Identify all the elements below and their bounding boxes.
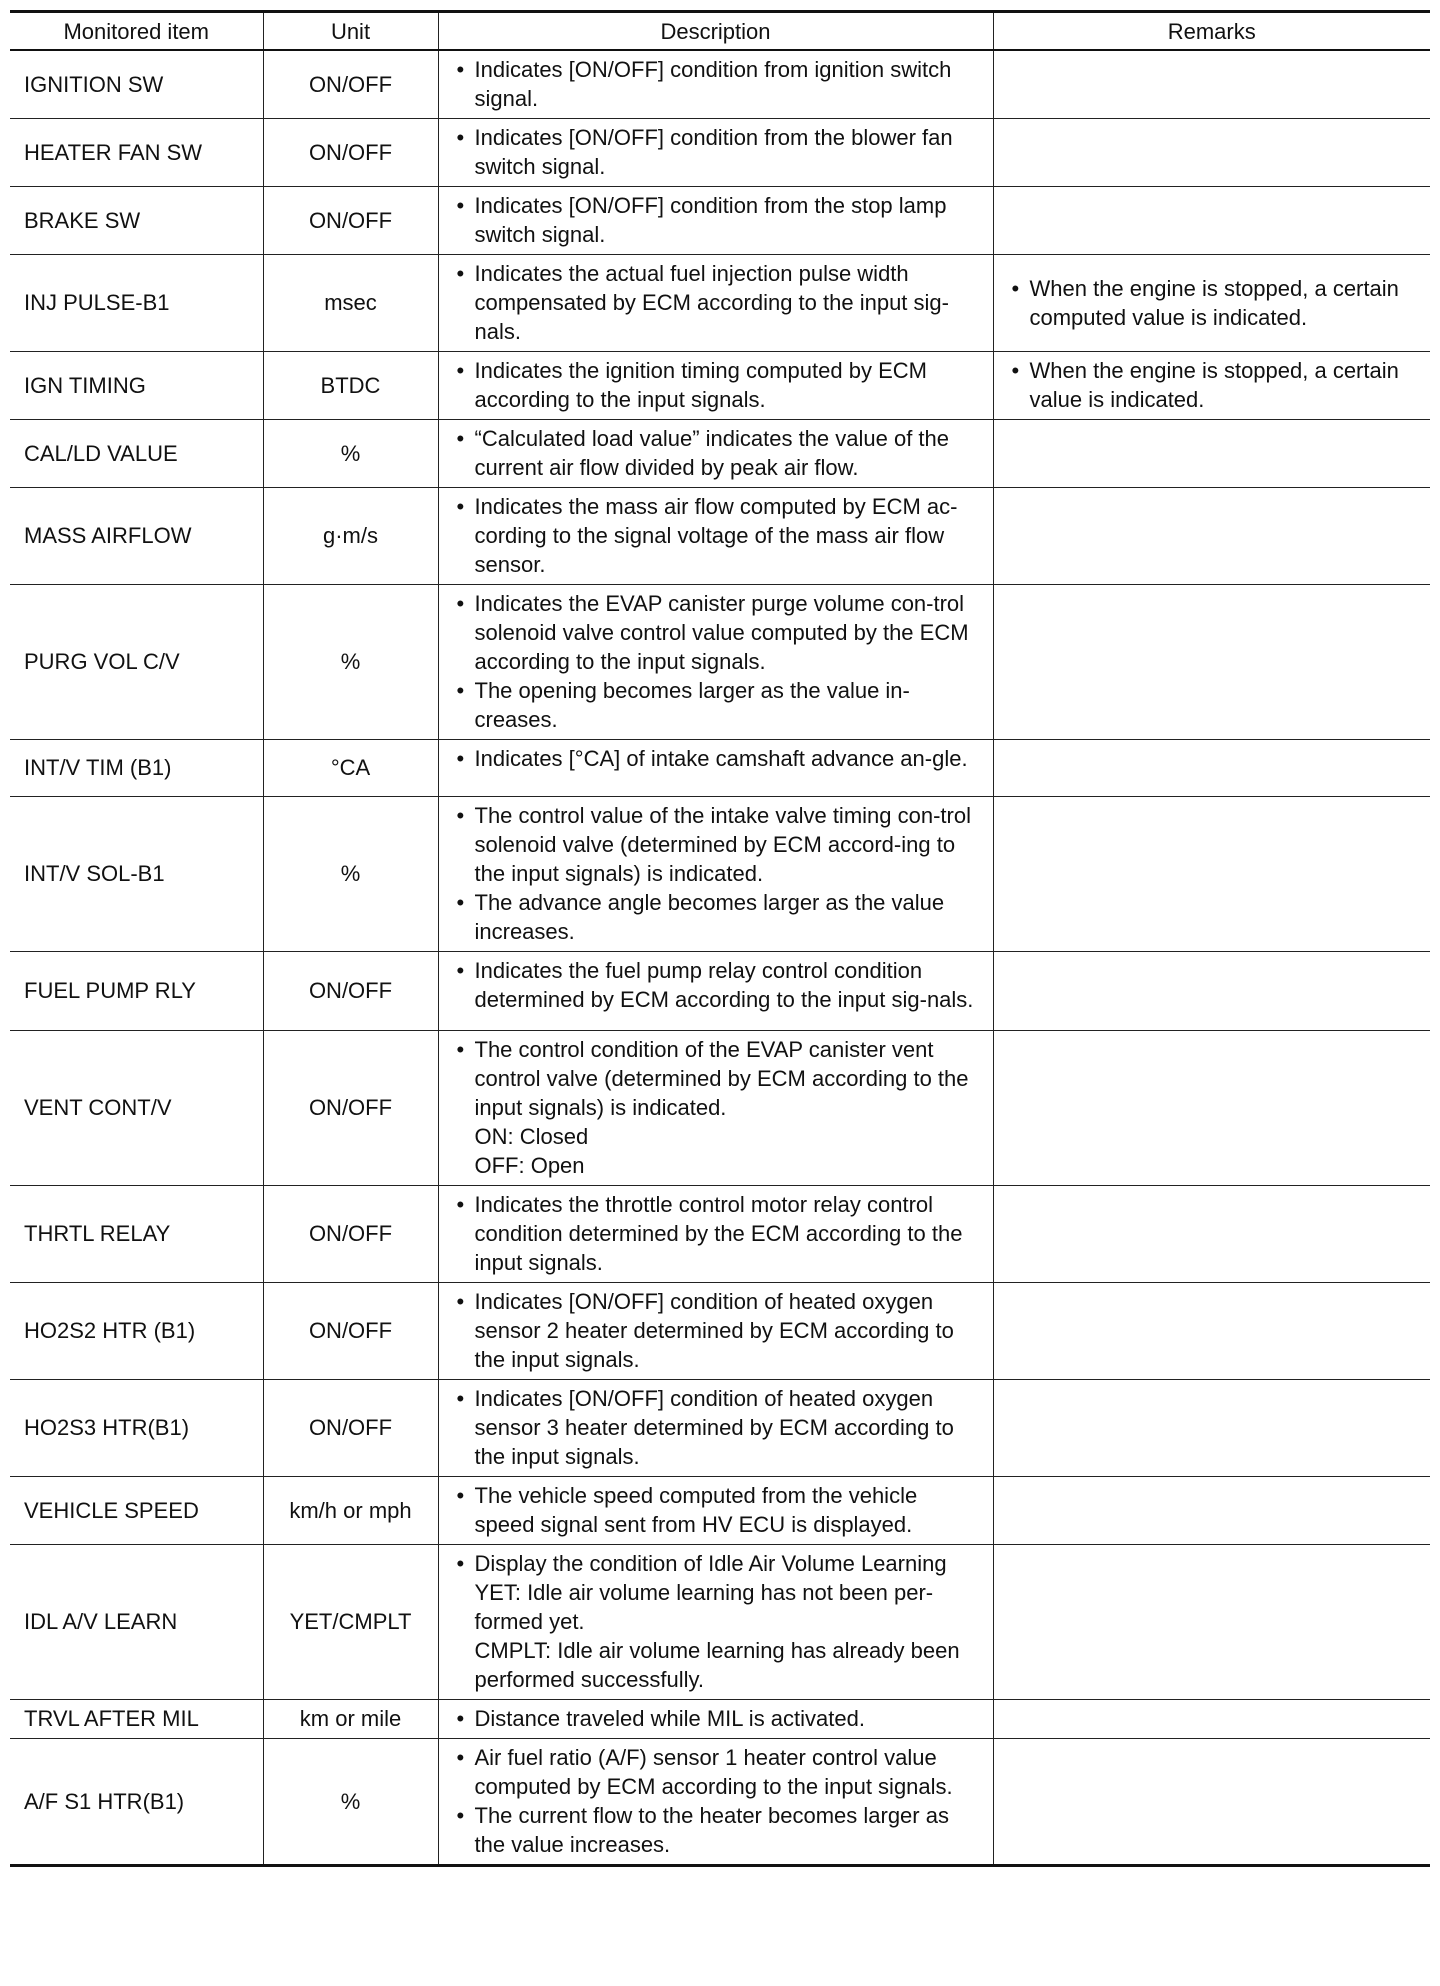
description-bullet: • Indicates the mass air flow computed by ECM ac-cording to the signal voltage of the mass air flow sensor.	[451, 492, 981, 579]
header-description: Description	[438, 12, 993, 51]
remarks-cell	[993, 420, 1430, 488]
description-list	[451, 589, 981, 734]
table-row	[10, 1545, 1430, 1700]
description-bullet: • Indicates the actual fuel injection pulse width compensated by ECM according to the input sig-nals.	[451, 259, 981, 346]
monitored-item-cell: VEHICLE SPEED	[10, 1477, 263, 1545]
table-row	[10, 352, 1430, 420]
unit-cell: °CA	[263, 740, 438, 797]
description-cell	[438, 740, 993, 797]
description-list	[451, 1190, 981, 1277]
description-list	[451, 1743, 981, 1859]
unit-cell: ON/OFF	[263, 119, 438, 187]
monitored-item-cell: FUEL PUMP RLY	[10, 952, 263, 1031]
remarks-cell	[993, 488, 1430, 585]
description-bullet: • The opening becomes larger as the value in-creases.	[451, 676, 981, 734]
remarks-bullet: • When the engine is stopped, a certain value is indicated.	[1006, 356, 1419, 414]
monitored-item-cell: IDL A/V LEARN	[10, 1545, 263, 1700]
monitored-item-cell: CAL/LD VALUE	[10, 420, 263, 488]
remarks-cell	[993, 952, 1430, 1031]
description-cell	[438, 585, 993, 740]
unit-cell: msec	[263, 255, 438, 352]
remarks-cell	[993, 797, 1430, 952]
description-cell	[438, 1545, 993, 1700]
description-cell	[438, 952, 993, 1031]
description-list	[451, 956, 981, 1014]
remarks-cell	[993, 50, 1430, 119]
description-list	[451, 1549, 981, 1578]
description-bullet: • “Calculated load value” indicates the value of the current air flow divided by peak air flow.	[451, 424, 981, 482]
unit-cell: %	[263, 420, 438, 488]
description-bullet: • Indicates the throttle control motor relay control condition determined by the ECM according to the input signals.	[451, 1190, 981, 1277]
monitored-item-cell: IGN TIMING	[10, 352, 263, 420]
remarks-cell	[993, 119, 1430, 187]
description-bullet: • The advance angle becomes larger as the value increases.	[451, 888, 981, 946]
monitored-item-cell: INT/V SOL-B1	[10, 797, 263, 952]
description-cell	[438, 1283, 993, 1380]
unit-cell: ON/OFF	[263, 1283, 438, 1380]
table-row	[10, 420, 1430, 488]
unit-cell: ON/OFF	[263, 187, 438, 255]
monitored-item-cell: HO2S3 HTR(B1)	[10, 1380, 263, 1477]
remarks-cell	[993, 1545, 1430, 1700]
table-row	[10, 119, 1430, 187]
remarks-list	[1006, 274, 1419, 332]
description-bullet: • The vehicle speed computed from the vehicle speed signal sent from HV ECU is displayed.	[451, 1481, 981, 1539]
description-cell	[438, 1477, 993, 1545]
header-unit: Unit	[263, 12, 438, 51]
description-cell	[438, 488, 993, 585]
monitored-item-cell: HO2S2 HTR (B1)	[10, 1283, 263, 1380]
table-row	[10, 740, 1430, 797]
description-bullet: • Air fuel ratio (A/F) sensor 1 heater control value computed by ECM according to the input signals.	[451, 1743, 981, 1801]
monitored-item-cell: IGNITION SW	[10, 50, 263, 119]
description-bullet: • Indicates [°CA] of intake camshaft advance an-gle.	[451, 744, 981, 773]
description-list	[451, 1704, 981, 1733]
remarks-cell	[993, 1700, 1430, 1739]
monitor-item-table	[10, 10, 1430, 1867]
description-cell	[438, 187, 993, 255]
monitored-item-cell: BRAKE SW	[10, 187, 263, 255]
unit-cell: %	[263, 1739, 438, 1866]
description-list	[451, 801, 981, 946]
description-bullet: • The current flow to the heater becomes larger as the value increases.	[451, 1801, 981, 1859]
description-bullet: • Indicates [ON/OFF] condition from the stop lamp switch signal.	[451, 191, 981, 249]
remarks-cell	[993, 352, 1430, 420]
table-row	[10, 187, 1430, 255]
description-list	[451, 356, 981, 414]
description-cell	[438, 1031, 993, 1186]
remarks-cell	[993, 1283, 1430, 1380]
description-note-line: CMPLT: Idle air volume learning has already been performed successfully.	[474, 1638, 960, 1692]
description-cell	[438, 119, 993, 187]
unit-cell: BTDC	[263, 352, 438, 420]
table-row	[10, 1031, 1430, 1186]
remarks-cell	[993, 1380, 1430, 1477]
unit-cell: %	[263, 585, 438, 740]
description-list	[451, 744, 981, 773]
description-bullet: • Distance traveled while MIL is activated.	[451, 1704, 981, 1733]
description-bullet: • Indicates the ignition timing computed by ECM according to the input signals.	[451, 356, 981, 414]
monitored-item-cell: INJ PULSE-B1	[10, 255, 263, 352]
unit-cell: ON/OFF	[263, 952, 438, 1031]
unit-cell: km or mile	[263, 1700, 438, 1739]
description-list	[451, 259, 981, 346]
description-cell	[438, 1380, 993, 1477]
monitored-item-cell: THRTL RELAY	[10, 1186, 263, 1283]
description-cell	[438, 255, 993, 352]
description-cell	[438, 1186, 993, 1283]
header-remarks: Remarks	[993, 12, 1430, 51]
table-row	[10, 1186, 1430, 1283]
remarks-cell	[993, 1186, 1430, 1283]
unit-cell: g·m/s	[263, 488, 438, 585]
description-list	[451, 1287, 981, 1374]
description-list	[451, 1481, 981, 1539]
description-cell	[438, 420, 993, 488]
description-list	[451, 424, 981, 482]
description-bullet: • Indicates [ON/OFF] condition of heated oxygen sensor 3 heater determined by ECM according to the input signals.	[451, 1384, 981, 1471]
description-list	[451, 1035, 981, 1122]
monitored-item-cell: MASS AIRFLOW	[10, 488, 263, 585]
table-row	[10, 1739, 1430, 1866]
description-bullet: • Display the condition of Idle Air Volume Learning	[451, 1549, 981, 1578]
description-bullet: • Indicates [ON/OFF] condition from ignition switch signal.	[451, 55, 981, 113]
description-note-line: OFF: Open	[474, 1153, 585, 1178]
monitored-item-cell: TRVL AFTER MIL	[10, 1700, 263, 1739]
unit-cell: %	[263, 797, 438, 952]
description-list	[451, 55, 981, 113]
monitored-item-cell: A/F S1 HTR(B1)	[10, 1739, 263, 1866]
remarks-cell	[993, 255, 1430, 352]
description-note-line: ON: Closed	[474, 1124, 589, 1149]
description-bullet: • Indicates [ON/OFF] condition of heated oxygen sensor 2 heater determined by ECM according to the input signals.	[451, 1287, 981, 1374]
description-list	[451, 1384, 981, 1471]
table-row	[10, 952, 1430, 1031]
unit-cell: YET/CMPLT	[263, 1545, 438, 1700]
description-cell	[438, 1739, 993, 1866]
remarks-cell	[993, 1739, 1430, 1866]
description-cell	[438, 1700, 993, 1739]
table-row	[10, 797, 1430, 952]
table-row	[10, 1283, 1430, 1380]
description-bullet: • Indicates the fuel pump relay control condition determined by ECM according to the input sig-nals.	[451, 956, 981, 1014]
table-row	[10, 488, 1430, 585]
remarks-cell	[993, 187, 1430, 255]
description-bullet: • The control condition of the EVAP canister vent control valve (determined by ECM according to the input signals) is indicated.	[451, 1035, 981, 1122]
remarks-bullet: • When the engine is stopped, a certain computed value is indicated.	[1006, 274, 1419, 332]
description-bullet: • The control value of the intake valve timing con-trol solenoid valve (determined by ECM accord-ing to the input signals) is indicated.	[451, 801, 981, 888]
unit-cell: ON/OFF	[263, 50, 438, 119]
table-row	[10, 1477, 1430, 1545]
unit-cell: km/h or mph	[263, 1477, 438, 1545]
table-row	[10, 1700, 1430, 1739]
description-cell	[438, 50, 993, 119]
table-row	[10, 585, 1430, 740]
table-row	[10, 1380, 1430, 1477]
remarks-cell	[993, 1477, 1430, 1545]
unit-cell: ON/OFF	[263, 1031, 438, 1186]
remarks-cell	[993, 1031, 1430, 1186]
table-header-row	[10, 12, 1430, 51]
description-note-line: YET: Idle air volume learning has not been per-formed yet.	[474, 1580, 934, 1634]
description-list	[451, 191, 981, 249]
description-cell	[438, 352, 993, 420]
monitored-item-cell: VENT CONT/V	[10, 1031, 263, 1186]
description-list	[451, 123, 981, 181]
monitor-table-container	[10, 10, 1430, 1867]
description-cell	[438, 797, 993, 952]
remarks-cell	[993, 740, 1430, 797]
monitored-item-cell: PURG VOL C/V	[10, 585, 263, 740]
table-row	[10, 50, 1430, 119]
table-row	[10, 255, 1430, 352]
header-monitored-item: Monitored item	[10, 12, 263, 51]
unit-cell: ON/OFF	[263, 1186, 438, 1283]
description-list	[451, 492, 981, 579]
unit-cell: ON/OFF	[263, 1380, 438, 1477]
remarks-list	[1006, 356, 1419, 414]
description-bullet: • Indicates the EVAP canister purge volume con-trol solenoid valve control value computed by the ECM according to the input signals.	[451, 589, 981, 676]
monitored-item-cell: INT/V TIM (B1)	[10, 740, 263, 797]
monitored-item-cell: HEATER FAN SW	[10, 119, 263, 187]
description-bullet: • Indicates [ON/OFF] condition from the blower fan switch signal.	[451, 123, 981, 181]
remarks-cell	[993, 585, 1430, 740]
